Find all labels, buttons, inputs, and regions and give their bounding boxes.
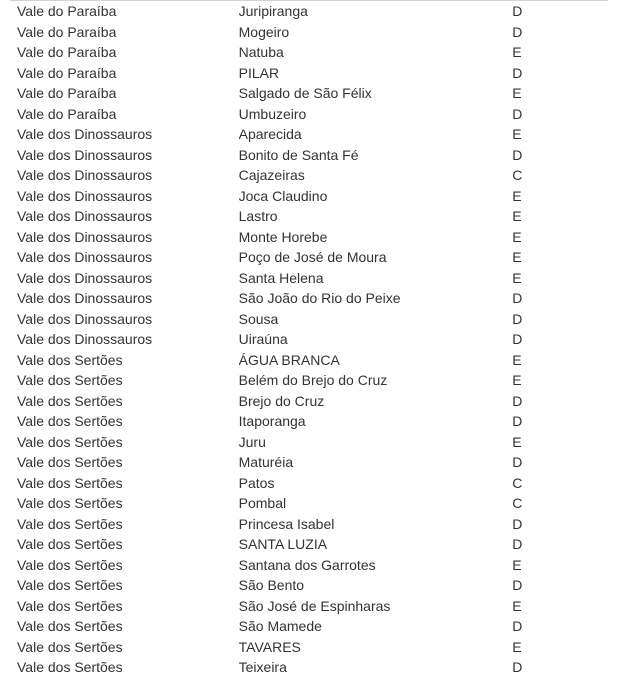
- grade-cell: D: [512, 659, 523, 676]
- table-row: [0, 657, 610, 678]
- municipality-cell: Maturéia: [238, 454, 294, 471]
- grade-cell: D: [512, 310, 523, 327]
- grade-cell: D: [512, 105, 523, 122]
- region-cell: Vale dos Sertões: [17, 413, 123, 430]
- grade-cell: D: [512, 146, 523, 163]
- municipality-cell: PILAR: [238, 64, 280, 81]
- grade-cell: D: [512, 515, 523, 532]
- table-row: [0, 42, 610, 63]
- table-row: [0, 350, 610, 371]
- table-row: [0, 473, 610, 494]
- municipality-cell: Mogeiro: [238, 23, 290, 40]
- municipality-cell: Santa Helena: [238, 269, 324, 286]
- region-cell: Vale do Paraíba: [17, 23, 117, 40]
- table-row: [0, 391, 610, 412]
- region-cell: Vale dos Sertões: [17, 597, 123, 614]
- municipality-cell: Santana dos Garrotes: [238, 556, 376, 573]
- municipality-cell: Aparecida: [238, 126, 302, 143]
- table-row: [0, 288, 610, 309]
- table-row: [0, 596, 610, 617]
- region-cell: Vale dos Dinossauros: [17, 249, 153, 266]
- table-row: [0, 1, 610, 22]
- region-cell: Vale dos Dinossauros: [17, 146, 153, 163]
- region-cell: Vale dos Sertões: [17, 536, 123, 553]
- grade-cell: D: [512, 577, 523, 594]
- grade-cell: E: [512, 249, 522, 266]
- grade-cell: D: [512, 64, 523, 81]
- municipality-cell: Belém do Brejo do Cruz: [238, 372, 388, 389]
- region-cell: Vale dos Sertões: [17, 638, 123, 655]
- table-row: [0, 165, 610, 186]
- table-row: [0, 411, 610, 432]
- table-row: [0, 247, 610, 268]
- grade-cell: D: [512, 536, 523, 553]
- table-row: [0, 575, 610, 596]
- region-cell: Vale do Paraíba: [17, 64, 117, 81]
- municipality-cell: Bonito de Santa Fé: [238, 146, 359, 163]
- region-cell: Vale dos Sertões: [17, 351, 123, 368]
- municipality-cell: Cajazeiras: [238, 167, 305, 184]
- municipality-cell: Monte Horebe: [238, 228, 328, 245]
- table-body: [0, 1, 610, 678]
- grade-cell: E: [512, 228, 522, 245]
- grade-cell: E: [512, 597, 522, 614]
- grade-cell: D: [512, 392, 523, 409]
- municipality-cell: Salgado de São Félix: [238, 85, 372, 102]
- grade-cell: D: [512, 23, 523, 40]
- region-cell: Vale do Paraíba: [17, 3, 117, 20]
- municipality-cell: São Bento: [238, 577, 305, 594]
- municipality-cell: Sousa: [238, 310, 279, 327]
- municipality-cell: Umbuzeiro: [238, 105, 307, 122]
- grade-cell: E: [512, 556, 522, 573]
- municipality-cell: Uiraúna: [238, 331, 288, 348]
- region-cell: Vale dos Sertões: [17, 433, 123, 450]
- region-cell: Vale dos Dinossauros: [17, 126, 153, 143]
- grade-cell: D: [512, 413, 523, 430]
- region-cell: Vale dos Sertões: [17, 515, 123, 532]
- grade-cell: E: [512, 187, 522, 204]
- municipality-cell: São José de Espinharas: [238, 597, 391, 614]
- region-cell: Vale dos Sertões: [17, 392, 123, 409]
- region-cell: Vale dos Sertões: [17, 577, 123, 594]
- municipality-cell: SANTA LUZIA: [238, 536, 328, 553]
- municipality-cell: Lastro: [238, 208, 278, 225]
- table-row: [0, 268, 610, 289]
- table-row: [0, 309, 610, 330]
- municipality-cell: Princesa Isabel: [238, 515, 335, 532]
- table-row: [0, 432, 610, 453]
- region-cell: Vale dos Sertões: [17, 556, 123, 573]
- region-cell: Vale dos Dinossauros: [17, 331, 153, 348]
- region-cell: Vale dos Dinossauros: [17, 269, 153, 286]
- municipality-cell: TAVARES: [238, 638, 301, 655]
- grade-cell: E: [512, 85, 522, 102]
- municipality-cell: Teixeira: [238, 659, 287, 676]
- municipality-cell: Joca Claudino: [238, 187, 328, 204]
- grade-cell: C: [512, 495, 523, 512]
- municipality-cell: Juru: [238, 433, 266, 450]
- grade-cell: D: [512, 3, 523, 20]
- region-cell: Vale dos Dinossauros: [17, 208, 153, 225]
- region-cell: Vale dos Dinossauros: [17, 228, 153, 245]
- table-row: [0, 83, 610, 104]
- municipality-grade-table: [0, 1, 610, 678]
- table-row: [0, 124, 610, 145]
- table-row: [0, 493, 610, 514]
- municipality-cell: São Mamede: [238, 618, 322, 635]
- municipality-cell: Patos: [238, 474, 275, 491]
- grade-cell: E: [512, 433, 522, 450]
- table-row: [0, 145, 610, 166]
- table-row: [0, 186, 610, 207]
- grade-cell: E: [512, 44, 522, 61]
- municipality-cell: Pombal: [238, 495, 287, 512]
- municipality-cell: Itaporanga: [238, 413, 306, 430]
- grade-cell: E: [512, 126, 522, 143]
- municipality-cell: Natuba: [238, 44, 284, 61]
- region-cell: Vale dos Dinossauros: [17, 290, 153, 307]
- table-row: [0, 227, 610, 248]
- region-cell: Vale dos Sertões: [17, 659, 123, 676]
- region-cell: Vale dos Sertões: [17, 372, 123, 389]
- table-row: [0, 206, 610, 227]
- grade-cell: E: [512, 351, 522, 368]
- grade-cell: E: [512, 372, 522, 389]
- table-row: [0, 637, 610, 658]
- table-row: [0, 370, 610, 391]
- table-row: [0, 514, 610, 535]
- grade-cell: C: [512, 167, 523, 184]
- grade-cell: E: [512, 638, 522, 655]
- municipality-cell: São João do Rio do Peixe: [238, 290, 401, 307]
- table-row: [0, 452, 610, 473]
- region-cell: Vale dos Sertões: [17, 495, 123, 512]
- table-row: [0, 63, 610, 84]
- region-cell: Vale do Paraíba: [17, 44, 117, 61]
- grade-cell: E: [512, 208, 522, 225]
- table-row: [0, 534, 610, 555]
- grade-cell: E: [512, 269, 522, 286]
- region-cell: Vale do Paraíba: [17, 105, 117, 122]
- grade-cell: D: [512, 290, 523, 307]
- municipality-cell: Poço de José de Moura: [238, 249, 387, 266]
- region-cell: Vale dos Sertões: [17, 474, 123, 491]
- grade-cell: C: [512, 474, 523, 491]
- table-row: [0, 616, 610, 637]
- region-cell: Vale dos Dinossauros: [17, 187, 153, 204]
- region-cell: Vale dos Dinossauros: [17, 310, 153, 327]
- table-row: [0, 22, 610, 43]
- grade-cell: D: [512, 618, 523, 635]
- grade-cell: D: [512, 454, 523, 471]
- municipality-cell: Juripiranga: [238, 3, 308, 20]
- table-row: [0, 104, 610, 125]
- municipality-cell: Brejo do Cruz: [238, 392, 325, 409]
- region-cell: Vale do Paraíba: [17, 85, 117, 102]
- grade-cell: D: [512, 331, 523, 348]
- region-cell: Vale dos Sertões: [17, 454, 123, 471]
- municipality-cell: ÁGUA BRANCA: [238, 351, 340, 368]
- region-cell: Vale dos Sertões: [17, 618, 123, 635]
- region-cell: Vale dos Dinossauros: [17, 167, 153, 184]
- table-row: [0, 555, 610, 576]
- table-row: [0, 329, 610, 350]
